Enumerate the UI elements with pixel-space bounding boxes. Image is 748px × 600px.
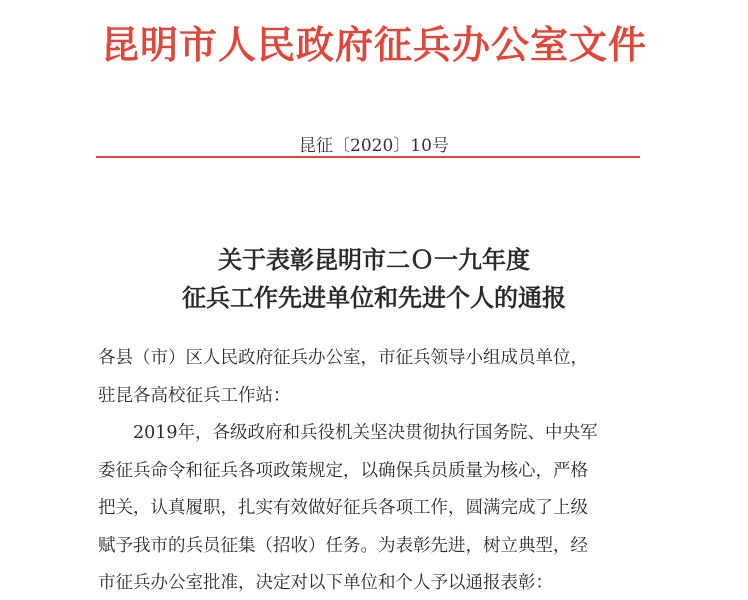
body-line-paragraph-4: 赋予我市的兵员征集（招收）任务。为表彰先进，树立典型，经 xyxy=(98,535,588,556)
notice-title xyxy=(0,241,748,317)
body-line-addressee-2: 驻昆各高校征兵工作站： xyxy=(98,385,291,406)
body-line-paragraph-3: 把关，认真履职，扎实有效做好征兵各项工作，圆满完成了上级 xyxy=(98,498,588,518)
body-line-paragraph-2: 委征兵命令和征兵各项政策规定，以确保兵员质量为核心，严格 xyxy=(98,460,588,481)
body-line-paragraph-5: 市征兵办公室批准，决定对以下单位和个人予以通报表彰： xyxy=(98,573,553,593)
body-line-addressee-1: 各县（市）区人民政府征兵办公室，市征兵领导小组成员单位， xyxy=(98,348,588,368)
notice-body xyxy=(98,340,666,600)
notice-title-line-1: 关于表彰昆明市二Ｏ一九年度 xyxy=(218,245,530,274)
body-line-paragraph-1: 2019年，各级政府和兵役机关坚决贯彻执行国务院、中央军 xyxy=(133,423,598,443)
red-divider-line xyxy=(96,156,640,158)
document-header-title: 昆明市人民政府征兵办公室文件 xyxy=(100,22,647,67)
notice-title-line-2: 征兵工作先进单位和先进个人的通报 xyxy=(182,283,566,312)
document-number: 昆征〔2020〕10号 xyxy=(299,136,449,156)
